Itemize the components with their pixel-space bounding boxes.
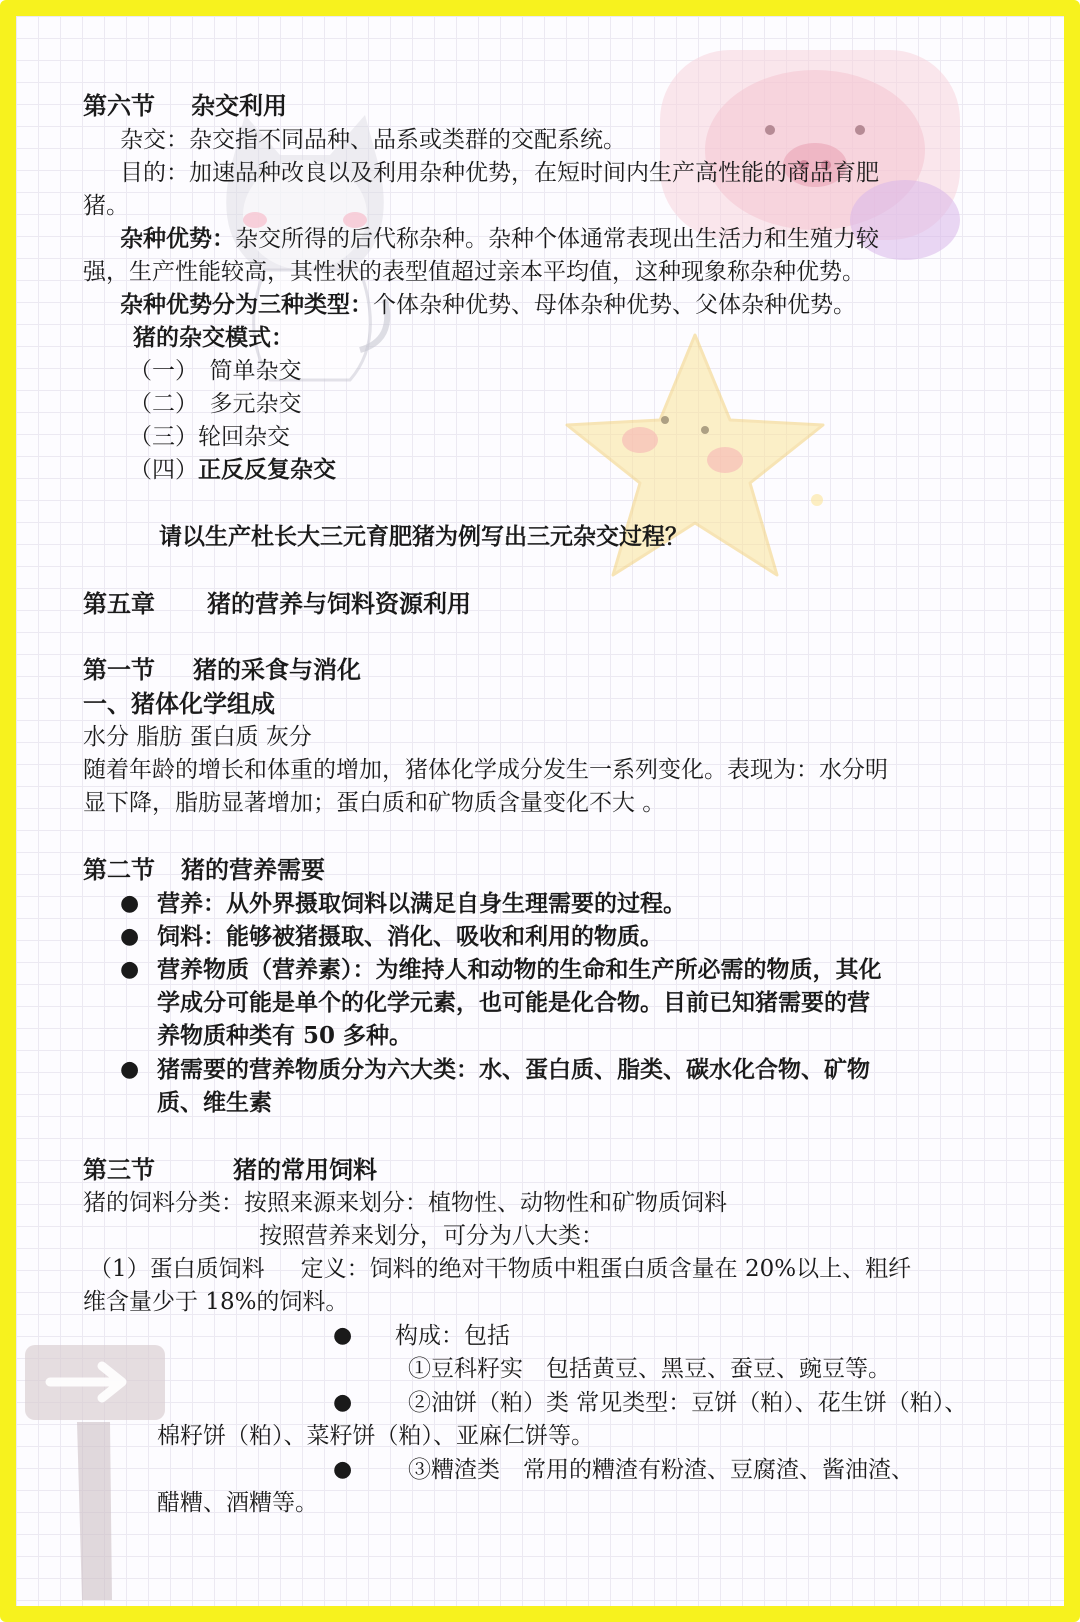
three-way-cross-question: 请以生产杜长大三元育肥猪为例写出三元杂交过程？ <box>159 523 688 550</box>
nutrient-categories-line-2: 质、维生素 <box>157 1089 272 1116</box>
oilcake-item-line-2: 棉籽饼（粕）、菜籽饼（粕）、亚麻仁饼等。 <box>157 1423 594 1449</box>
feed-definition: 饲料：能够被猪摄取、消化、吸收和利用的物质。 <box>157 923 663 950</box>
heterosis-line-1 <box>120 223 879 255</box>
feed-classification-nutrition: 按照营养来划分，可分为八大类： <box>259 1223 604 1249</box>
nutrition-definition: 营养：从外界摄取饲料以满足自身生理需要的过程。 <box>157 890 686 917</box>
protein-feed-label: （1）蛋白质饲料 <box>89 1256 265 1282</box>
nutrient-definition-line-3: 养物质种类有 50 多种。 <box>157 1022 413 1049</box>
signpost-sticker <box>22 1340 187 1600</box>
composition-change-line-1: 随着年龄的增长和体重的增加，猪体化学成分发生一系列变化。表现为：水分明 <box>83 757 888 783</box>
crossing-modes-label: 猪的杂交模式： <box>133 324 294 351</box>
section1-name: 猪的采食与消化 <box>193 655 361 684</box>
hybrid-definition: 杂交：杂交指不同品种、品系或类群的交配系统。 <box>120 127 626 153</box>
bullet-icon: ● <box>120 957 140 982</box>
bullet-icon: ● <box>333 1457 353 1482</box>
body-components: 水分 脂肪 蛋白质 灰分 <box>83 724 312 750</box>
crossing-mode-4-prefix: （四） <box>129 457 198 483</box>
heterosis-types-text: 个体杂种优势、母体杂种优势、父体杂种优势。 <box>373 292 856 318</box>
protein-feed-line-1 <box>89 1253 911 1285</box>
bullet-icon: ● <box>333 1323 353 1348</box>
section2-name: 猪的营养需要 <box>181 855 325 884</box>
nutrient-definition-line-2: 学成分可能是单个的化学元素，也可能是化合物。目前已知猪需要的营 <box>157 989 870 1016</box>
body-composition-heading: 一、猪体化学组成 <box>83 689 275 718</box>
section2-number: 第二节 <box>83 855 155 884</box>
protein-feed-line-2: 维含量少于 18%的饲料。 <box>83 1289 349 1315</box>
distillers-grains-item-line-1: ③糟渣类 常用的糟渣有粉渣、豆腐渣、酱油渣、 <box>408 1457 914 1483</box>
protein-feed-definition: 定义：饲料的绝对干物质中粗蛋白质含量在 20%以上、粗纤 <box>300 1256 912 1282</box>
chapter5-number: 第五章 <box>83 589 155 618</box>
section3-name: 猪的常用饲料 <box>233 1155 377 1184</box>
crossing-mode-4 <box>129 454 336 486</box>
heterosis-text: 杂交所得的后代称杂种。杂种个体通常表现出生活力和生殖力较 <box>235 226 879 252</box>
section3-number: 第三节 <box>83 1155 155 1184</box>
bullet-icon: ● <box>333 1390 353 1415</box>
section1-heading <box>83 654 361 686</box>
composition-label: 构成：包括 <box>395 1323 510 1349</box>
crossing-mode-3: （三）轮回杂交 <box>129 424 290 450</box>
nutrient-definition-line-1: 营养物质（营养素）：为维持人和动物的生命和生产所必需的物质，其化 <box>157 956 882 983</box>
purpose-line-1: 目的：加速品种改良以及利用杂种优势，在短时间内生产高性能的商品育肥 <box>120 160 879 186</box>
nutrient-categories-line-1: 猪需要的营养物质分为六大类：水、蛋白质、脂类、碳水化合物、矿物 <box>157 1056 870 1083</box>
purpose-line-2: 猪。 <box>83 193 129 219</box>
feed-classification-source: 猪的饲料分类：按照来源来划分：植物性、动物性和矿物质饲料 <box>83 1190 727 1216</box>
bullet-icon: ● <box>120 924 140 949</box>
heterosis-types <box>120 289 856 321</box>
section3-heading <box>83 1154 377 1186</box>
heterosis-types-label: 杂种优势分为三种类型： <box>120 291 373 318</box>
bullet-icon: ● <box>120 1057 140 1082</box>
star-sticker <box>555 325 835 595</box>
oilcake-item-line-1: ②油饼（粕）类 常见类型：豆饼（粕）、花生饼（粕）、 <box>408 1390 968 1416</box>
crossing-mode-4-text: 正反反复杂交 <box>198 456 336 483</box>
crossing-mode-1: （一） 简单杂交 <box>129 358 302 384</box>
crossing-mode-2: （二） 多元杂交 <box>129 391 302 417</box>
heterosis-line-2: 强，生产性能较高，其性状的表型值超过亲本平均值，这种现象称杂种优势。 <box>83 259 865 285</box>
heterosis-label: 杂种优势： <box>120 225 235 252</box>
chapter5-heading <box>83 588 471 620</box>
distillers-grains-item-line-2: 醋糟、酒糟等。 <box>157 1490 318 1516</box>
chapter5-name: 猪的营养与饲料资源利用 <box>207 589 471 618</box>
composition-change-line-2: 显下降，脂肪显著增加；蛋白质和矿物质含量变化不大 。 <box>83 790 666 816</box>
section6-heading <box>83 90 287 122</box>
section1-number: 第一节 <box>83 655 155 684</box>
legume-seeds-item: ①豆科籽实 包括黄豆、黑豆、蚕豆、豌豆等。 <box>408 1356 891 1382</box>
section2-heading <box>83 854 325 886</box>
bullet-icon: ● <box>120 891 140 916</box>
section6-number: 第六节 <box>83 91 155 120</box>
section6-name: 杂交利用 <box>191 91 287 120</box>
